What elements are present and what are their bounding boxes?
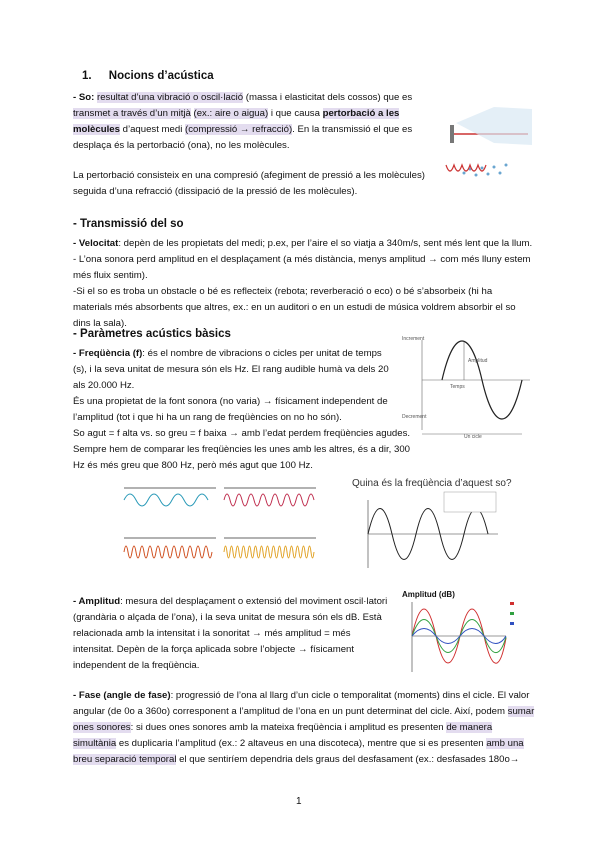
heading-number: 1. <box>82 70 92 82</box>
amplitud-label: - Amplitud <box>73 596 121 607</box>
frequencia-paragraph <box>73 346 395 394</box>
fase-text-4: el que sentiríem dependria dels graus del desfasament (ex.: desfasades 180o→ <box>179 754 520 765</box>
page-number: 1 <box>296 796 302 807</box>
frequency-comparison <box>120 476 320 586</box>
so-text-5: i que causa <box>270 108 320 119</box>
velocitat-line <box>73 236 533 252</box>
fase-label: - Fase (angle de fase) <box>73 690 171 701</box>
so-highlight-4: (ex.: aire o aigua) <box>193 108 269 119</box>
frequencia-paragraph-2: És una propietat de la font sonora (no varia) → físicament independent de l’amplitud (tot i que hi ha un rang de freqüències on no ho són). <box>73 396 388 423</box>
fase-text-1: : progressió de l’ona al llarg d’un cicle o temporalitat (moments) dins el cicle. El valor angular (de 0o a 360o) corresponent a l’amplitud de l’ona en un punt determinat del cicle. Així, podem <box>73 690 530 717</box>
obstacle-paragraph: -Si el so es troba un obstacle o bé es reflecteix (rebota; reverberació o eco) o bé s’absorbeix (hi ha materials més absorbents que altres, ex.: en un auditori o en un estudi de música voldrem absorbir el so dins la sala). <box>73 286 516 329</box>
fase-highlight-3: amb una breu separació temporal <box>73 738 524 765</box>
fase-text-2: : si dues ones sonores amb la mateixa freqüència i amplitud es presenten <box>130 722 444 733</box>
velocitat-label: - Velocitat <box>73 238 119 249</box>
transmissio-title: - Transmissió del so <box>73 218 184 230</box>
label-cicle: Un cicle <box>464 434 482 440</box>
amplitude-chart-title: Amplitud (dB) <box>402 590 455 599</box>
pertorbacio-paragraph: La pertorbació consisteix en una compresió (afegiment de pressió a les molècules) seguida d’una refracció (dissipació de la pressió de les molècules). <box>73 170 425 197</box>
quiz-legend <box>444 492 496 512</box>
so-text-7: d’aquest medi <box>122 124 183 135</box>
amplitude-chart <box>400 598 534 676</box>
wave-line-bottom <box>446 165 486 171</box>
so-highlight-6: pertorbació a les molècules <box>73 108 400 135</box>
quiz-title: Quina és la freqüència d’aquest so? <box>352 478 512 489</box>
wave-mid-freq <box>224 494 314 506</box>
wave-very-high-freq <box>224 546 314 558</box>
pressure-cone-top <box>456 107 532 145</box>
so-highlight-3: transmet a través d’un mitjà <box>73 108 191 119</box>
frequencia-paragraph-3: So agut = f alta vs. so greu = f baixa → amb l’edat perdem freqüències agudes. Sempre hem de comparar les freqüències les unes amb les altres, és a dir, 300 Hz és més greu que 800 Hz, però més agut que 100 Hz. <box>73 428 411 471</box>
frequencia-text: : és el nombre de vibracions o cicles per unitat de temps (s), i la seva unitat de mesura són els Hz. El rang audible humà va dels 20 als 20.000 Hz. <box>73 348 389 391</box>
wave-high-freq <box>124 546 212 558</box>
label-decrement: Decrement <box>402 414 427 420</box>
parametres-title: - Paràmetres acústics bàsics <box>73 328 231 340</box>
heading-title: Nocions d’acústica <box>108 70 214 82</box>
so-highlight-1: resultat d’una vibració o oscil·lació <box>97 92 244 103</box>
so-highlight-8: (compressió → refracció) <box>185 124 293 135</box>
label-increment: Increment <box>402 336 425 342</box>
legend-red <box>510 602 514 605</box>
velocitat-text: : depèn de les propietats del medi; p.ex, per l’aire el so viatja a 340m/s, sent més lent que la llum. <box>118 238 533 249</box>
legend-blue <box>510 622 514 625</box>
so-label: - So: <box>73 92 95 103</box>
quiz-wave-chart <box>352 490 502 580</box>
amplitud-text: : mesura del desplaçament o extensió del moviment oscil·latori (grandària o alçada de l’ona), i la seva unitat de mesura són els dB. Està relacionada amb la intensitat i la sonoritat → més amplitud = més intensitat. Depèn de la força aplicada sobre l’objecte → físicament independent de la freqüència. <box>73 596 388 671</box>
so-text-9: . En la transmissió el que es desplaça és la pertorbació (ona), no les molècules. <box>73 124 413 151</box>
section-heading <box>82 70 214 82</box>
label-amplitud: Amplitud <box>468 358 488 364</box>
wave-low-freq <box>124 494 208 506</box>
fase-highlight-1: sumar ones sonores <box>73 706 535 733</box>
fase-paragraph <box>73 688 535 768</box>
fase-text-3: es duplicaria l’amplitud (ex.: 2 altaveus en una discoteca), mentre que si es presenten <box>118 738 484 749</box>
tuning-fork-top <box>450 125 454 143</box>
molecule-diagram <box>434 105 534 197</box>
so-paragraph <box>73 90 425 154</box>
fase-highlight-2: de manera simultània <box>73 722 493 749</box>
label-temps: Temps <box>450 384 465 390</box>
frequencia-label: - Freqüència (f) <box>73 348 143 359</box>
legend-green <box>510 612 514 615</box>
amplitud-paragraph <box>73 594 393 674</box>
ona-paragraph: - L’ona sonora perd amplitud en el desplaçament (a més distància, menys amplitud → com més lluny estem més fluix sentim). <box>73 254 531 281</box>
so-text-2: (massa i elasticitat dels cossos) que es <box>245 92 413 103</box>
sine-wave-diagram <box>402 330 532 440</box>
